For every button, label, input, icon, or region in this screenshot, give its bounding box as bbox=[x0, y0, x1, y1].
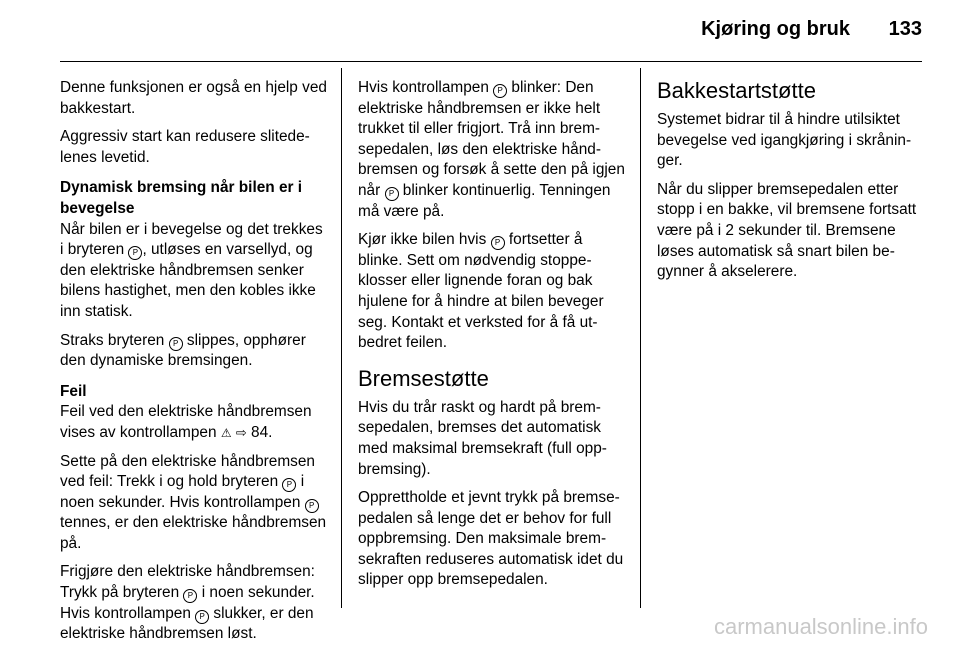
subheading-fault: Feil bbox=[60, 382, 87, 400]
brake-switch-icon: P bbox=[282, 478, 296, 492]
paragraph: Når bilen er i bevegelse og det trekkes i bryteren P , utløses en varsellyd, og den elektriske håndbremsen senker bilens hastighet, men den kobles ikke inn statisk. bbox=[60, 220, 323, 320]
paragraph: Systemet bidrar til å hindre utilsiktet bevegelse ved igangkjøring i skråninger. bbox=[657, 111, 912, 170]
paragraph: Frigjøre den elektriske håndbremsen: Trykk på bryteren P i noen sekunder. Hvis kontrollampen P slukker, er den elektriske håndbremsen løst. bbox=[60, 563, 315, 643]
warning-lamp-icon: ⚠ bbox=[220, 425, 232, 440]
header-rule bbox=[60, 61, 922, 62]
paragraph: Sette på den elektriske håndbremsen ved feil: Trekk i og hold bryteren P i noen sekunder. Hvis kontrollampen P tennes, er den elektriske håndbremsen på. bbox=[60, 452, 327, 552]
brake-switch-icon: P bbox=[169, 337, 183, 351]
brake-lamp-icon: P bbox=[305, 499, 319, 513]
column-divider bbox=[640, 68, 641, 608]
page-number: 133 bbox=[888, 18, 922, 40]
cross-reference-arrow-icon[interactable]: ⇨ bbox=[235, 424, 247, 440]
paragraph: Denne funksjonen er også en hjelp ved bakkestart. bbox=[60, 79, 327, 117]
column-divider bbox=[341, 68, 342, 608]
section-heading-brake-assist: Bremsestøtte bbox=[358, 365, 489, 391]
page-header-title: Kjøring og bruk bbox=[701, 18, 850, 40]
paragraph: Hvis du trår raskt og hardt på bremsepedalen, bremses det automatisk med maksimal bremsekraft (full oppbremsing). bbox=[358, 398, 607, 478]
column-middle bbox=[358, 78, 630, 599]
paragraph: Straks bryteren P slippes, opphører den dynamiske bremsingen. bbox=[60, 331, 306, 370]
paragraph: Når du slipper bremsepedalen etter stopp i en bakke, vil bremsene fortsatt være på i 2 sekunder til. Bremsene løses automatisk så snart bilen begynner å akselerere. bbox=[657, 180, 917, 281]
column-right bbox=[657, 78, 925, 291]
paragraph: Feil ved den elektriske håndbremsen vises av kontrollampen ⚠ ⇨ 84. bbox=[60, 403, 312, 441]
paragraph: Aggressiv start kan redusere slitedelenes levetid. bbox=[60, 128, 310, 166]
brake-switch-icon: P bbox=[128, 246, 142, 260]
section-heading-hill-start-assist: Bakkestartstøtte bbox=[657, 78, 816, 103]
brake-lamp-icon: P bbox=[385, 187, 399, 201]
subheading-dynamic-braking: Dynamisk bremsing når bilen er i bevegelse bbox=[60, 179, 303, 217]
paragraph: Opprettholde et jevnt trykk på bremsepedalen så lenge det er behov for full oppbremsing. Den maksimale bremsekraften reduseres automatisk idet du slipper opp bremsepedalen. bbox=[358, 489, 624, 589]
brake-lamp-icon: P bbox=[491, 236, 505, 250]
paragraph: Kjør ikke bilen hvis P fortsetter å blinke. Sett om nødvendig stoppeklosser eller lignende foran og bak hjulene for å hindre at bilen beveger seg. Kontakt et verksted for å få utbedret feilen. bbox=[358, 231, 604, 352]
brake-lamp-icon: P bbox=[493, 84, 507, 98]
brake-lamp-icon: P bbox=[195, 610, 209, 624]
column-left bbox=[60, 78, 330, 653]
brake-switch-icon: P bbox=[183, 589, 197, 603]
paragraph: Hvis kontrollampen P blinker: Den elektriske håndbremsen er ikke helt trukket til eller frigjort. Trå inn bremsepedalen, løs den elektriske håndbremsen og forsøk å sette den på igjen når P blinker kontinuerlig. Tenningen må være på. bbox=[358, 79, 625, 220]
watermark: carmanualsonline.info bbox=[713, 614, 928, 639]
